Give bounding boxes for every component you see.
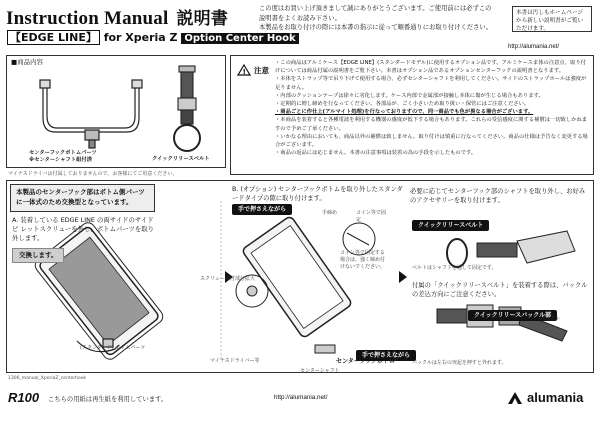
steps-callout: 本製品のセンターフック部はボトム側パーツに一体式のため交換型となっています。 [10,184,155,212]
subtitle [7,29,299,45]
step-c-buckle-label: バックル [540,316,560,322]
step-a-bottom-label: (スタンダード) ボトムパーツ [80,345,146,351]
part1b-text: ※センターシャフト組付済 [29,157,92,163]
title [6,4,228,30]
subtitle-bracket: 【EDGE LINE】 [7,30,100,45]
intro-text [259,4,507,33]
brand-name: alumania [527,390,584,405]
notice-box: 本書は汚しもホームページから新しい説明書がご覧いただけます。 [512,6,592,32]
caution-item: ・商品の返品には応じません。本書の注意事項は装着の為の手段を示したものです。 [275,150,477,157]
step-a [12,216,157,263]
step-b-detail: コイン等で固定する場合は、強く締め付けないでください。 [340,250,386,270]
caution-item: ・この商品はアルミケース【EDGE LINE】(スタンダードモデル)に使用するオプション品です。アルミケースま体の注意点、取り付けについては商品付属の説明書をご覧下さい。本書はオプション品であるオプションセンターフックの説明書となります。 [275,60,586,75]
arrow-right-icon [399,271,407,283]
step-b-center-hook: センターフックボトム [336,358,396,365]
step-c-buckle-note: バックルは左右の突起を押すと外れます。 [412,360,507,366]
contents-heading: ■商品内容 [11,58,44,66]
url-top[interactable]: http://alumania.net/ [508,44,560,50]
step-c-belt-tag-wrap [412,212,489,231]
brand [506,390,583,405]
intro-line: 本製品をお取り付けの際には本書の指示に従って順番通りにお取り付けください。 [259,24,492,32]
bottom-part-drawing [40,80,142,148]
belt-drawing [174,66,200,151]
step-a-tag: 交換します。 [12,248,64,263]
step-b-tag1: 手で押さえながら [232,204,292,215]
subtitle-for: for Xperia Z [103,31,178,44]
title-jp: 説明書 [176,9,229,28]
step-a-text: A. 装着している EDGE LINE の両サイドのサイドビ レットスクリューを外し、ボトムパーツを取り外します。 [12,216,155,243]
step-b-side-label: 手締め [322,210,338,216]
step-c-buckle-tag: クイックリリースバックル部 [468,310,557,321]
caution-list [275,59,589,157]
alumania-logo-icon [506,391,524,405]
svg-text:!: ! [242,68,246,76]
part1-label [29,150,97,164]
caution-item: ・いかなる理由においても、商品以外の補償は致しません。取り付けは慎重に行なってください。商品の仕様は予告なく変更する場合がございます。 [275,133,588,149]
step-b-text: B. (オプション) センターフックボトムを取り外したスタンダードタイプの隙に取り付けます。 [232,186,403,202]
intro-line: この度はお買い上げ頂きまして誠にありがとうございます。ご使用前には必ずこの [259,5,492,12]
caution-item: ・本商品を装着すると各種電波を利用する機器の感度が低下する場合もあります。これらの受信感度に関する補償は一切致しかねますので予めご了承ください。 [275,117,588,132]
title-en: Instruction Manual [6,8,169,29]
caution-label: 注意 [254,65,269,75]
step-b-tag2: 手で押さえながら [356,350,416,361]
step-b-shaft: センターシャフト [300,368,340,374]
file-id: 1306_manual_XperiaZ_centerhook [8,376,87,381]
step-c [410,187,590,205]
contents-footnote: マイナスドライバは付属しておりませんので、お客様にてご用意ください。 [8,171,178,177]
warning-icon [237,64,251,76]
step-c-attach: 付属の「クイックリリースベルト」を装着する際は、バックルの差込方向にご注意ください。 [412,282,588,298]
belt-c-drawing [447,231,575,267]
step-c-belt-note: ベルトはシャフトを通して固定です。 [412,265,497,271]
step-b-screw-note: スクリュー締付部分拡大 [200,276,255,282]
part1-text: センターフックボトムパーツ [29,150,97,156]
caution-item: ・定期的に増し締めを行なってください。各部品が、ごく小さいため取り扱い・保管にはご注意ください。 [275,101,530,108]
caution-item: ・商品ごとに作仕上(アルマイト処理)を行なっておりますので、同一商品でも色が異なる場合がございます。 [275,109,534,116]
footer-url[interactable]: http://alumania.net/ [274,394,328,401]
page-logo: R100 [8,390,40,405]
caution-item: ・本体をストラップ等で吊り下げて使用する場合、必ずセンターシャフトを利用してください。サイドのストラップホールは強度が足りません。 [275,76,587,91]
contents-panel [6,55,226,168]
caution-item: ・内部のクッションテープは徐々に劣化します。ケース内部で金属部が接触し本体に傷が生じる場合もあります。 [275,92,544,99]
footer-note: こちらの用紙は再生紙を利用しています。 [48,396,168,403]
caution-panel [230,55,594,175]
step-c-belt-tag: クイックリリースベルト [412,220,489,231]
step-c-text: 必要に応じてセンターフック部のシャフトを取り外し、お好みのアクセサリーを取り付けます。 [410,188,586,204]
step-b-coin: コイン等で固定 [356,210,386,223]
step-b-driver: マイナスドライバー等 [210,358,260,364]
subtitle-option: Option Center Hook [181,33,298,44]
intro-line: 説明書をよくお読み下さい。 [259,14,341,22]
part2-label: クイックリリースベルト [152,156,210,162]
caution-badge [237,64,269,76]
